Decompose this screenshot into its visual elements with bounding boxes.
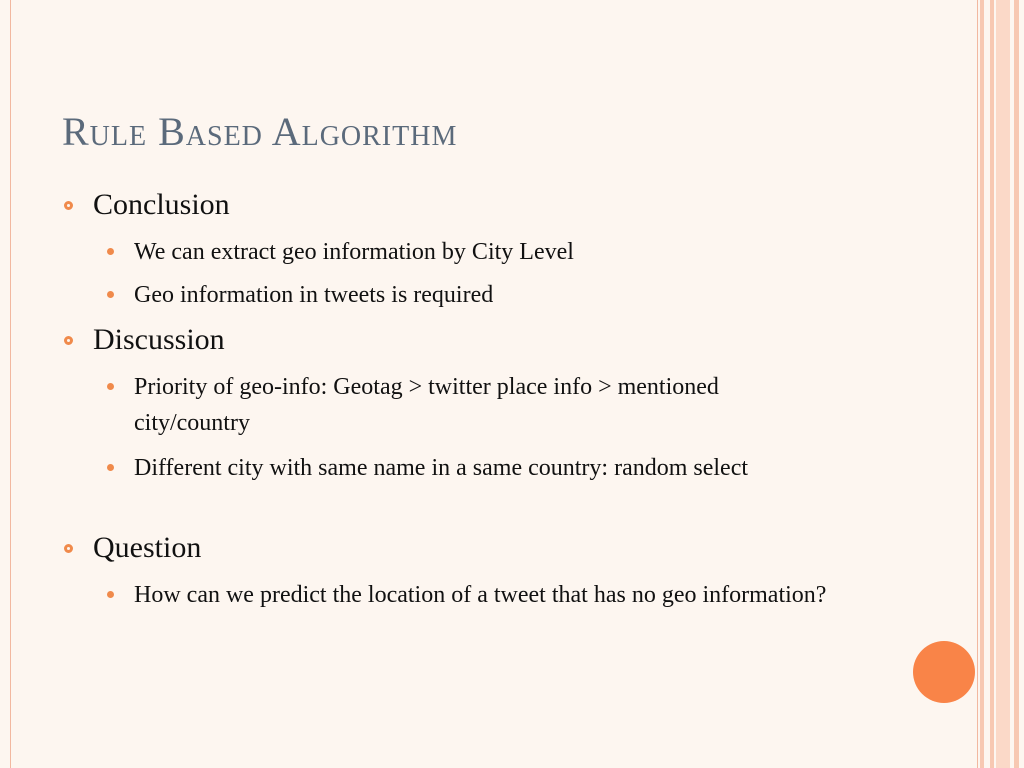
list-item [107,234,837,270]
ring-bullet-icon [64,336,73,345]
list-item-text: We can extract geo information by City Level [134,239,574,265]
list-item [107,450,837,486]
list-item-text: Priority of geo-info: Geotag > twitter place info > mentioned city/country [134,374,719,436]
list-item-text: Geo information in tweets is required [134,282,494,308]
decorative-stripe [1014,0,1019,768]
decorative-circle [913,641,975,703]
list-item [107,577,837,613]
ring-bullet-icon [64,544,73,553]
dot-bullet-icon [107,383,114,390]
section-heading-text: Discussion [93,323,225,356]
dot-bullet-icon [107,291,114,298]
list-item-text: Different city with same name in a same country: random select [134,455,749,481]
dot-bullet-icon [107,248,114,255]
ring-bullet-icon [64,201,73,210]
dot-bullet-icon [107,464,114,471]
decorative-stripe [996,0,1010,768]
slide-title: Rule Based Algorithm [62,109,458,154]
section-heading-text: Conclusion [93,188,230,221]
list-item [107,369,837,441]
list-item-text: How can we predict the location of a tweet that has no geo information? [134,582,827,608]
decorative-stripe [990,0,994,768]
list-item [107,277,837,313]
dot-bullet-icon [107,591,114,598]
decorative-stripe [980,0,984,768]
section-heading-text: Question [93,531,202,564]
